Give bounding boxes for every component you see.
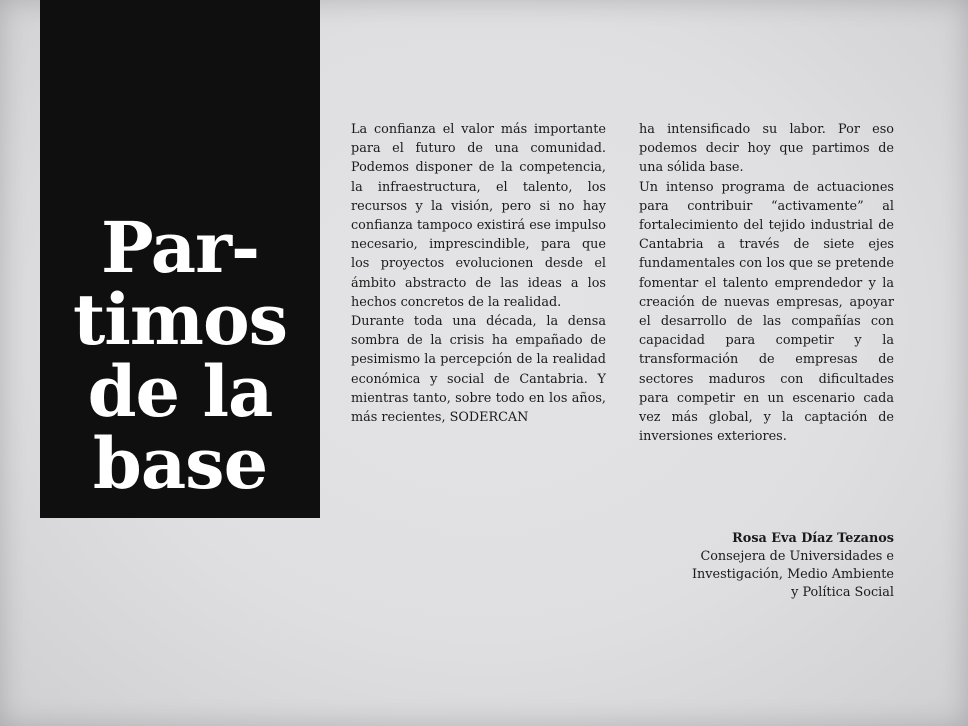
title-line: Par- [100, 206, 260, 289]
signature-role-line: y Política Social [791, 585, 894, 600]
signature-role-line: Consejera de Universidades e [700, 549, 894, 564]
signature-name: Rosa Eva Díaz Tezanos [732, 531, 894, 546]
body-column-1 [351, 120, 606, 427]
body-paragraph: Durante toda una década, la densa sombra de la crisis ha empañado de pesimismo la percepción de la realidad económica y social de Cantabria. Y mientras tanto, sobre todo en los años, más recientes, SODERCAN [351, 314, 606, 426]
title-line: de la [87, 350, 273, 433]
page-title [40, 206, 320, 505]
body-paragraph: La confianza el valor más importante para el futuro de una comunidad. Podemos disponer de la competencia, la infraestructura, el talento, los recursos y la visión, pero si no hay confianza tampoco existirá ese impulso necesario, imprescindible, para que los proyectos evolucionen desde el ámbito abstracto de las ideas a los hechos concretos de la realidad. [351, 122, 607, 310]
title-line: timos [72, 278, 288, 361]
title-block [40, 0, 320, 518]
body-column-2 [639, 120, 894, 446]
body-paragraph: ha intensificado su labor. Por eso podemos decir hoy que partimos de una sólida base. [639, 122, 894, 176]
signature-role-line: Investigación, Medio Ambiente [692, 567, 894, 582]
body-paragraph: Un intenso programa de actuaciones para contribuir “activamente” al fortalecimiento del tejido industrial de Cantabria a través de siete ejes fundamentales con los que se pretende fomentar el talento emprendedor y la creación de nuevas empresas, apoyar el desarrollo de las compañías con capacidad para competir y la transformación de empresas de sectores maduros con dificultades para competir en un escenario cada vez más global, y la captación de inversiones exteriores. [639, 179, 894, 445]
title-line: base [92, 422, 268, 505]
signature-block [692, 530, 894, 602]
